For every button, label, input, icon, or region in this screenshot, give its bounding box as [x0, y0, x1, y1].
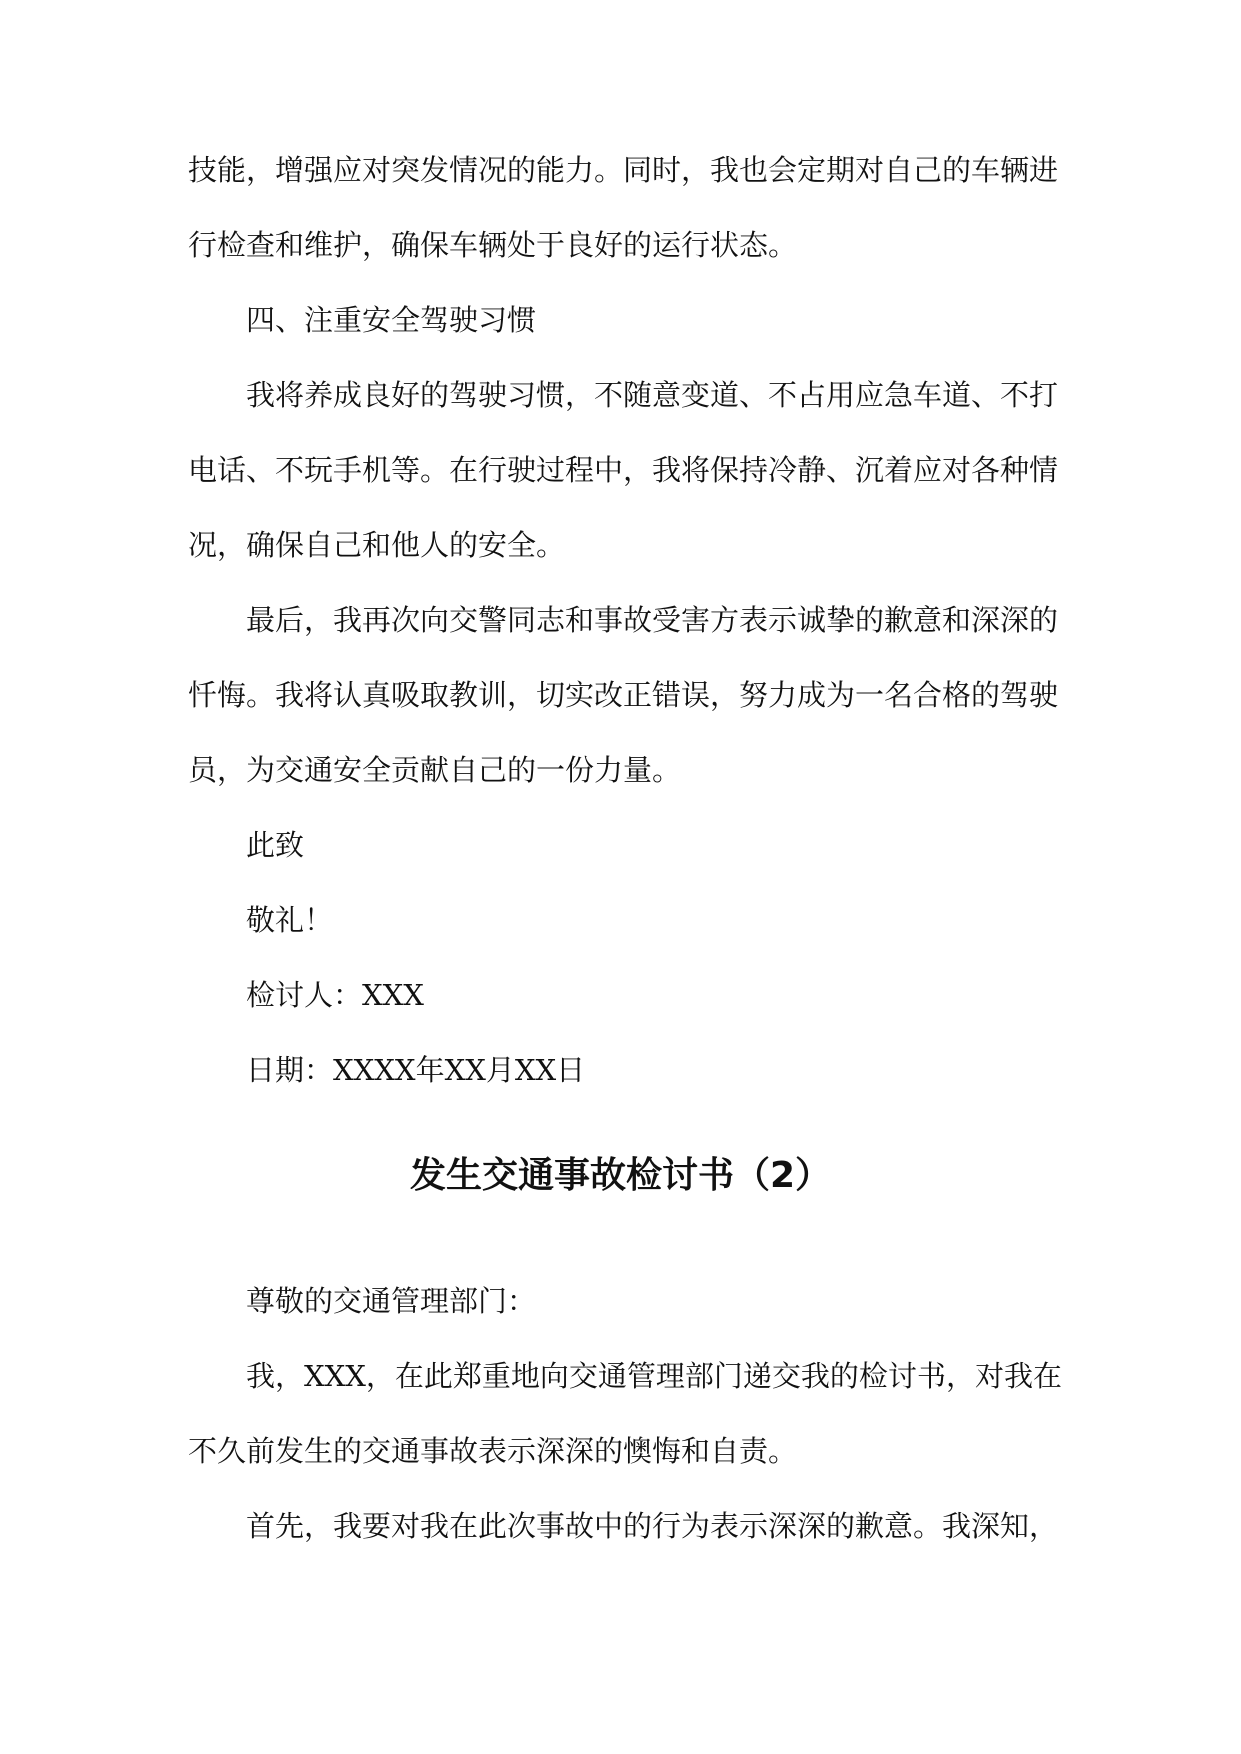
paragraph-line: 电话、不玩手机等。在行驶过程中，我将保持冷静、沉着应对各种情: [188, 453, 1059, 487]
signature-line: 检讨人：XXX: [246, 978, 424, 1012]
paragraph-line: 我将养成良好的驾驶习惯，不随意变道、不占用应急车道、不打: [246, 378, 1059, 412]
document-title: 发生交通事故检讨书（2）: [409, 1155, 832, 1196]
paragraph-line: 技能，增强应对突发情况的能力。同时，我也会定期对自己的车辆进: [188, 153, 1059, 187]
paragraph-line: 首先，我要对我在此次事故中的行为表示深深的歉意。我深知，: [246, 1509, 1059, 1543]
paragraph-line: 行检查和维护，确保车辆处于良好的运行状态。: [188, 228, 798, 262]
date-line: 日期：XXXX年XX月XX日: [246, 1053, 586, 1087]
closing-salutation: 此致: [246, 828, 305, 862]
closing-regards: 敬礼！: [246, 903, 334, 937]
section-heading: 四、注重安全驾驶习惯: [246, 303, 537, 337]
paragraph-line: 员，为交通安全贡献自己的一份力量。: [188, 753, 682, 787]
greeting-line: 尊敬的交通管理部门：: [246, 1284, 537, 1318]
paragraph-line: 不久前发生的交通事故表示深深的懊悔和自责。: [188, 1434, 798, 1468]
paragraph-line: 忏悔。我将认真吸取教训，切实改正错误，努力成为一名合格的驾驶: [188, 678, 1059, 712]
paragraph-line: 况，确保自己和他人的安全。: [188, 528, 566, 562]
paragraph-line: 最后，我再次向交警同志和事故受害方表示诚挚的歉意和深深的: [246, 603, 1059, 637]
paragraph-line: 我，XXX，在此郑重地向交通管理部门递交我的检讨书，对我在: [246, 1359, 1062, 1393]
